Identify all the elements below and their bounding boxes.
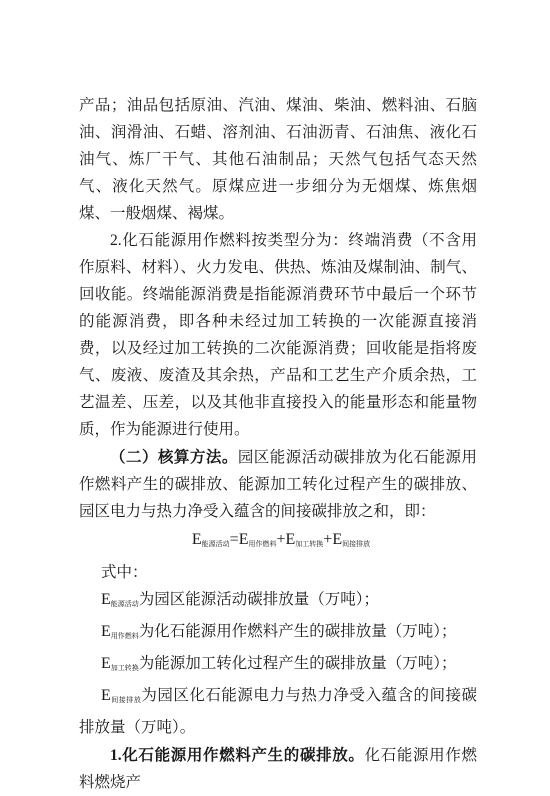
definition-item: [79, 682, 477, 741]
formula-symbol: E: [285, 531, 296, 548]
definition-subscript: 用作燃料: [110, 632, 139, 640]
paragraph-text: 化石能源用作燃料燃烧产: [79, 746, 477, 791]
formula-subscript: 加工转换: [295, 540, 324, 548]
formula-subscript: 能源活动: [201, 540, 230, 548]
definition-subscript: 间接排放: [110, 696, 142, 704]
paragraph-method: [79, 443, 477, 525]
definition-item: [79, 618, 477, 650]
list-number: 1.: [110, 747, 122, 764]
subsection-heading: 化石能源用作燃料产生的碳排放。: [121, 745, 365, 764]
formula-symbol: E: [238, 531, 249, 548]
formula-plus: +: [323, 531, 333, 548]
definition-symbol: E: [101, 623, 111, 640]
formula-subscript: 间接排放: [342, 540, 371, 548]
definition-symbol: E: [101, 591, 111, 608]
formula-symbol: E: [332, 531, 343, 548]
definition-subscript: 能源活动: [110, 600, 139, 608]
definition-text: 为化石能源用作燃料产生的碳排放量（万吨）；: [138, 622, 457, 640]
paragraph-text: 化石能源用作燃料按类型分为：终端消费（不含用作原料、材料）、火力发电、供热、炼油及煤制油、制气、回收能。终端能源消费是指能源消费环节中最后一个环节的能源消费，即各种未经过加工转换的一次能源直接消费，以及经过加工转换的二次能源消费；回收能是指将废气、废液、废渣及其余热，产品和工艺生产介质余热，工艺温差、压差，以及其他非直接投入的能量形态和能量物质，作为能源进行使用。: [79, 231, 477, 438]
definition-item: [79, 586, 477, 618]
formula-symbol: E: [191, 531, 202, 548]
formula-legend-lead: 式中：: [101, 563, 148, 581]
definition-symbol: E: [101, 655, 111, 672]
definition-subscript: 加工转换: [110, 664, 139, 672]
section-heading: （二）核算方法。: [110, 447, 238, 466]
list-number: 2.: [110, 232, 122, 249]
definition-text: 为能源加工转化过程产生的碳排放量（万吨）；: [138, 654, 457, 672]
formula-subscript: 用作燃料: [248, 540, 277, 548]
paragraph-fuel-usage: [79, 227, 477, 443]
document-body: [79, 92, 477, 796]
paragraph-fuel-types: 产品；油品包括原油、汽油、煤油、柴油、燃料油、石脑油、润滑油、石蜡、溶剂油、石油沥青、石油焦、液化石油气、炼厂干气、其他石油制品；天然气包括气态天然气、液化天然气。原煤应进一步细分为无烟煤、炼焦烟煤、一般烟煤、褐煤。: [79, 96, 477, 222]
paragraph-fuel-emission: [79, 741, 477, 796]
formula-equals: =: [229, 531, 239, 548]
formula-plus: +: [276, 531, 286, 548]
definition-item: [79, 650, 477, 682]
paragraph-text: 园区能源活动碳排放为化石能源用作燃料产生的碳排放、能源加工转化过程产生的碳排放、园区电力与热力净受入蕴含的间接碳排放之和，即：: [79, 448, 477, 520]
emission-formula: [85, 527, 477, 557]
definition-symbol: E: [101, 687, 111, 704]
definition-text: 为园区化石能源电力与热力净受入蕴含的间接碳排放量（万吨）。: [79, 686, 477, 736]
definition-text: 为园区能源活动碳排放量（万吨）；: [138, 590, 380, 608]
